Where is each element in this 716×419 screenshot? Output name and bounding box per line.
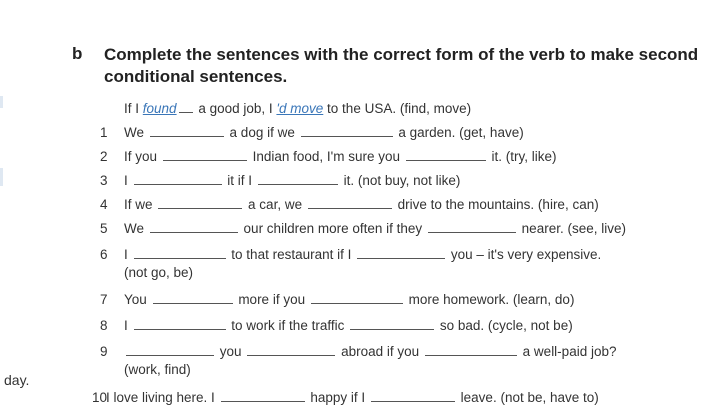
answer-blank[interactable] — [134, 316, 226, 330]
page-edge-mark — [0, 168, 3, 186]
answer-blank[interactable] — [357, 245, 445, 259]
answer-blank[interactable] — [371, 388, 455, 402]
answer-blank[interactable] — [150, 219, 238, 233]
answer-blank[interactable] — [425, 342, 517, 356]
answer-blank[interactable] — [134, 245, 226, 259]
answer-blank[interactable] — [179, 99, 193, 113]
exercise-item: 1 We a dog if we a garden. (get, have) — [100, 125, 524, 140]
answer-blank[interactable] — [126, 342, 214, 356]
exercise-item-continuation: (work, find) — [124, 362, 191, 377]
answer-blank[interactable] — [301, 123, 393, 137]
answer-blank[interactable] — [308, 195, 392, 209]
exercise-item: 3 I it if I it. (not buy, not like) — [100, 173, 461, 188]
answer-blank[interactable] — [134, 171, 222, 185]
answer-blank[interactable] — [158, 195, 242, 209]
answer-blank[interactable] — [311, 290, 403, 304]
answer-blank[interactable] — [247, 342, 335, 356]
exercise-item: 7 You more if you more homework. (learn, do) — [100, 292, 575, 307]
example-answer: found — [142, 101, 177, 116]
answer-blank[interactable] — [428, 219, 516, 233]
exercise-item: 9 you abroad if you a well-paid job? — [100, 344, 617, 359]
side-text: day. — [4, 372, 30, 388]
example-sentence: If I found a good job, I 'd move to the USA. (find, move) — [124, 101, 472, 116]
answer-blank[interactable] — [221, 388, 305, 402]
page-edge-mark — [0, 96, 3, 108]
answer-blank[interactable] — [258, 171, 338, 185]
exercise-item-continuation: (not go, be) — [124, 265, 194, 280]
answer-blank[interactable] — [350, 316, 434, 330]
example-answer: 'd move — [276, 101, 324, 116]
exercise-letter: b — [72, 44, 83, 63]
exercise-item: 5 We our children more often if they nearer. (see, live) — [100, 221, 626, 236]
exercise-item: 4 If we a car, we drive to the mountains. (hire, can) — [100, 197, 599, 212]
answer-blank[interactable] — [153, 290, 233, 304]
exercise-item: 8 I to work if the traffic so bad. (cycle, not be) — [100, 318, 573, 333]
answer-blank[interactable] — [150, 123, 224, 137]
answer-blank[interactable] — [163, 147, 247, 161]
exercise-instruction: Complete the sentences with the correct form of the verb to make second conditional sentences. — [104, 45, 699, 86]
exercise-item: 10I love living here. I happy if I leave. (not be, have to) — [92, 390, 599, 405]
answer-blank[interactable] — [406, 147, 486, 161]
exercise-item: 2 If you Indian food, I'm sure you it. (try, like) — [100, 149, 557, 164]
exercise-item: 6 I to that restaurant if I you – it's very expensive. — [100, 247, 602, 262]
